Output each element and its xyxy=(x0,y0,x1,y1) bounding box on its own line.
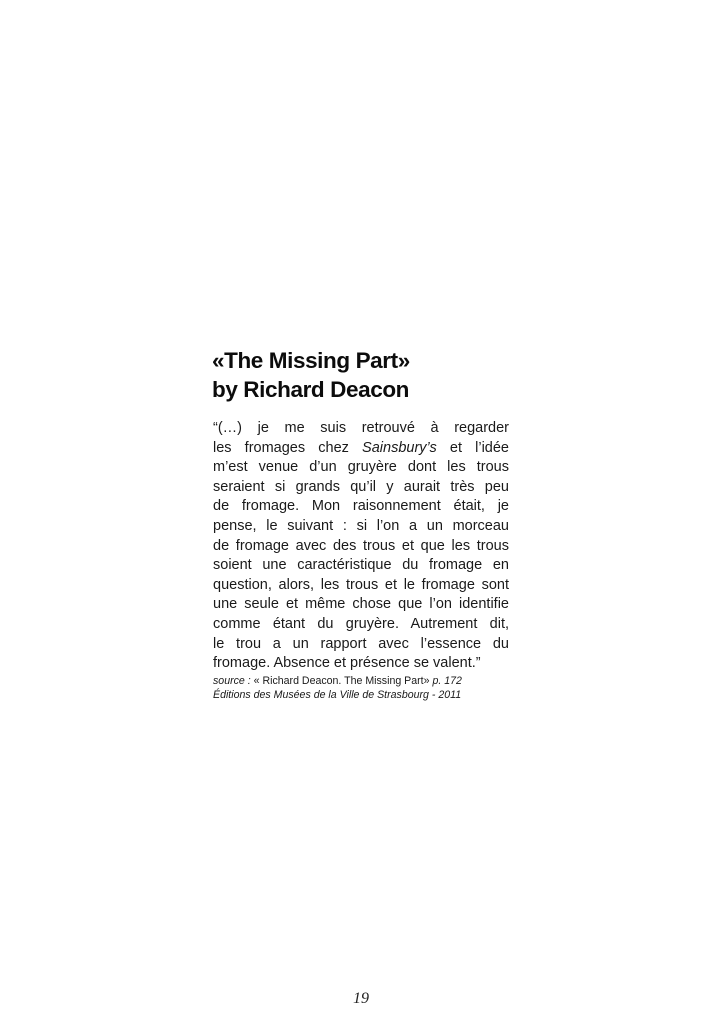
source-prefix: source : xyxy=(213,675,254,687)
quote-line: de fromage avec des trous et que les trous xyxy=(213,537,509,554)
title-line-2: by Richard Deacon xyxy=(212,377,410,402)
quote-line: de fromage. Mon raisonnement était, je xyxy=(213,498,509,515)
quote-italic-store-name: Sainsbury’s xyxy=(362,439,437,456)
quote-line: pense, le suivant : si l’on a un morceau xyxy=(213,517,509,534)
source-page-ref: p. 172 xyxy=(429,675,462,687)
quote-line: soient une caractéristique du fromage en xyxy=(213,557,509,574)
source-citation xyxy=(213,675,533,702)
quote-line: les fromages chez Sainsbury’s et l’idée xyxy=(213,439,509,456)
quote-line: “(…) je me suis retrouvé à regarder xyxy=(213,420,509,436)
quote-line: le trou a un rapport avec l’essence du xyxy=(213,635,509,652)
title-line-1: «The Missing Part» xyxy=(212,348,410,373)
quote-line: question, alors, les trous et le fromage sont xyxy=(213,576,509,593)
article-title xyxy=(212,346,532,404)
quote-line: comme étant du gruyère. Autrement dit, xyxy=(213,615,509,632)
page-number: 19 xyxy=(353,990,369,1007)
quote-line: fromage. Absence et présence se valent.” xyxy=(213,655,481,672)
source-title: « Richard Deacon. The Missing Part» xyxy=(253,675,430,687)
quote-line: m’est venue d’un gruyère dont les trous xyxy=(213,459,509,476)
source-line-2 xyxy=(213,689,533,703)
source-line-1 xyxy=(213,675,533,689)
quote-paragraph xyxy=(213,419,509,674)
source-publisher: Éditions des Musées de la Ville de Strasbourg - 2011 xyxy=(213,688,462,701)
quote-line: seraient si grands qu’il y aurait très peu xyxy=(213,478,509,495)
quote-line: une seule et même chose que l’on identifie xyxy=(213,596,509,613)
